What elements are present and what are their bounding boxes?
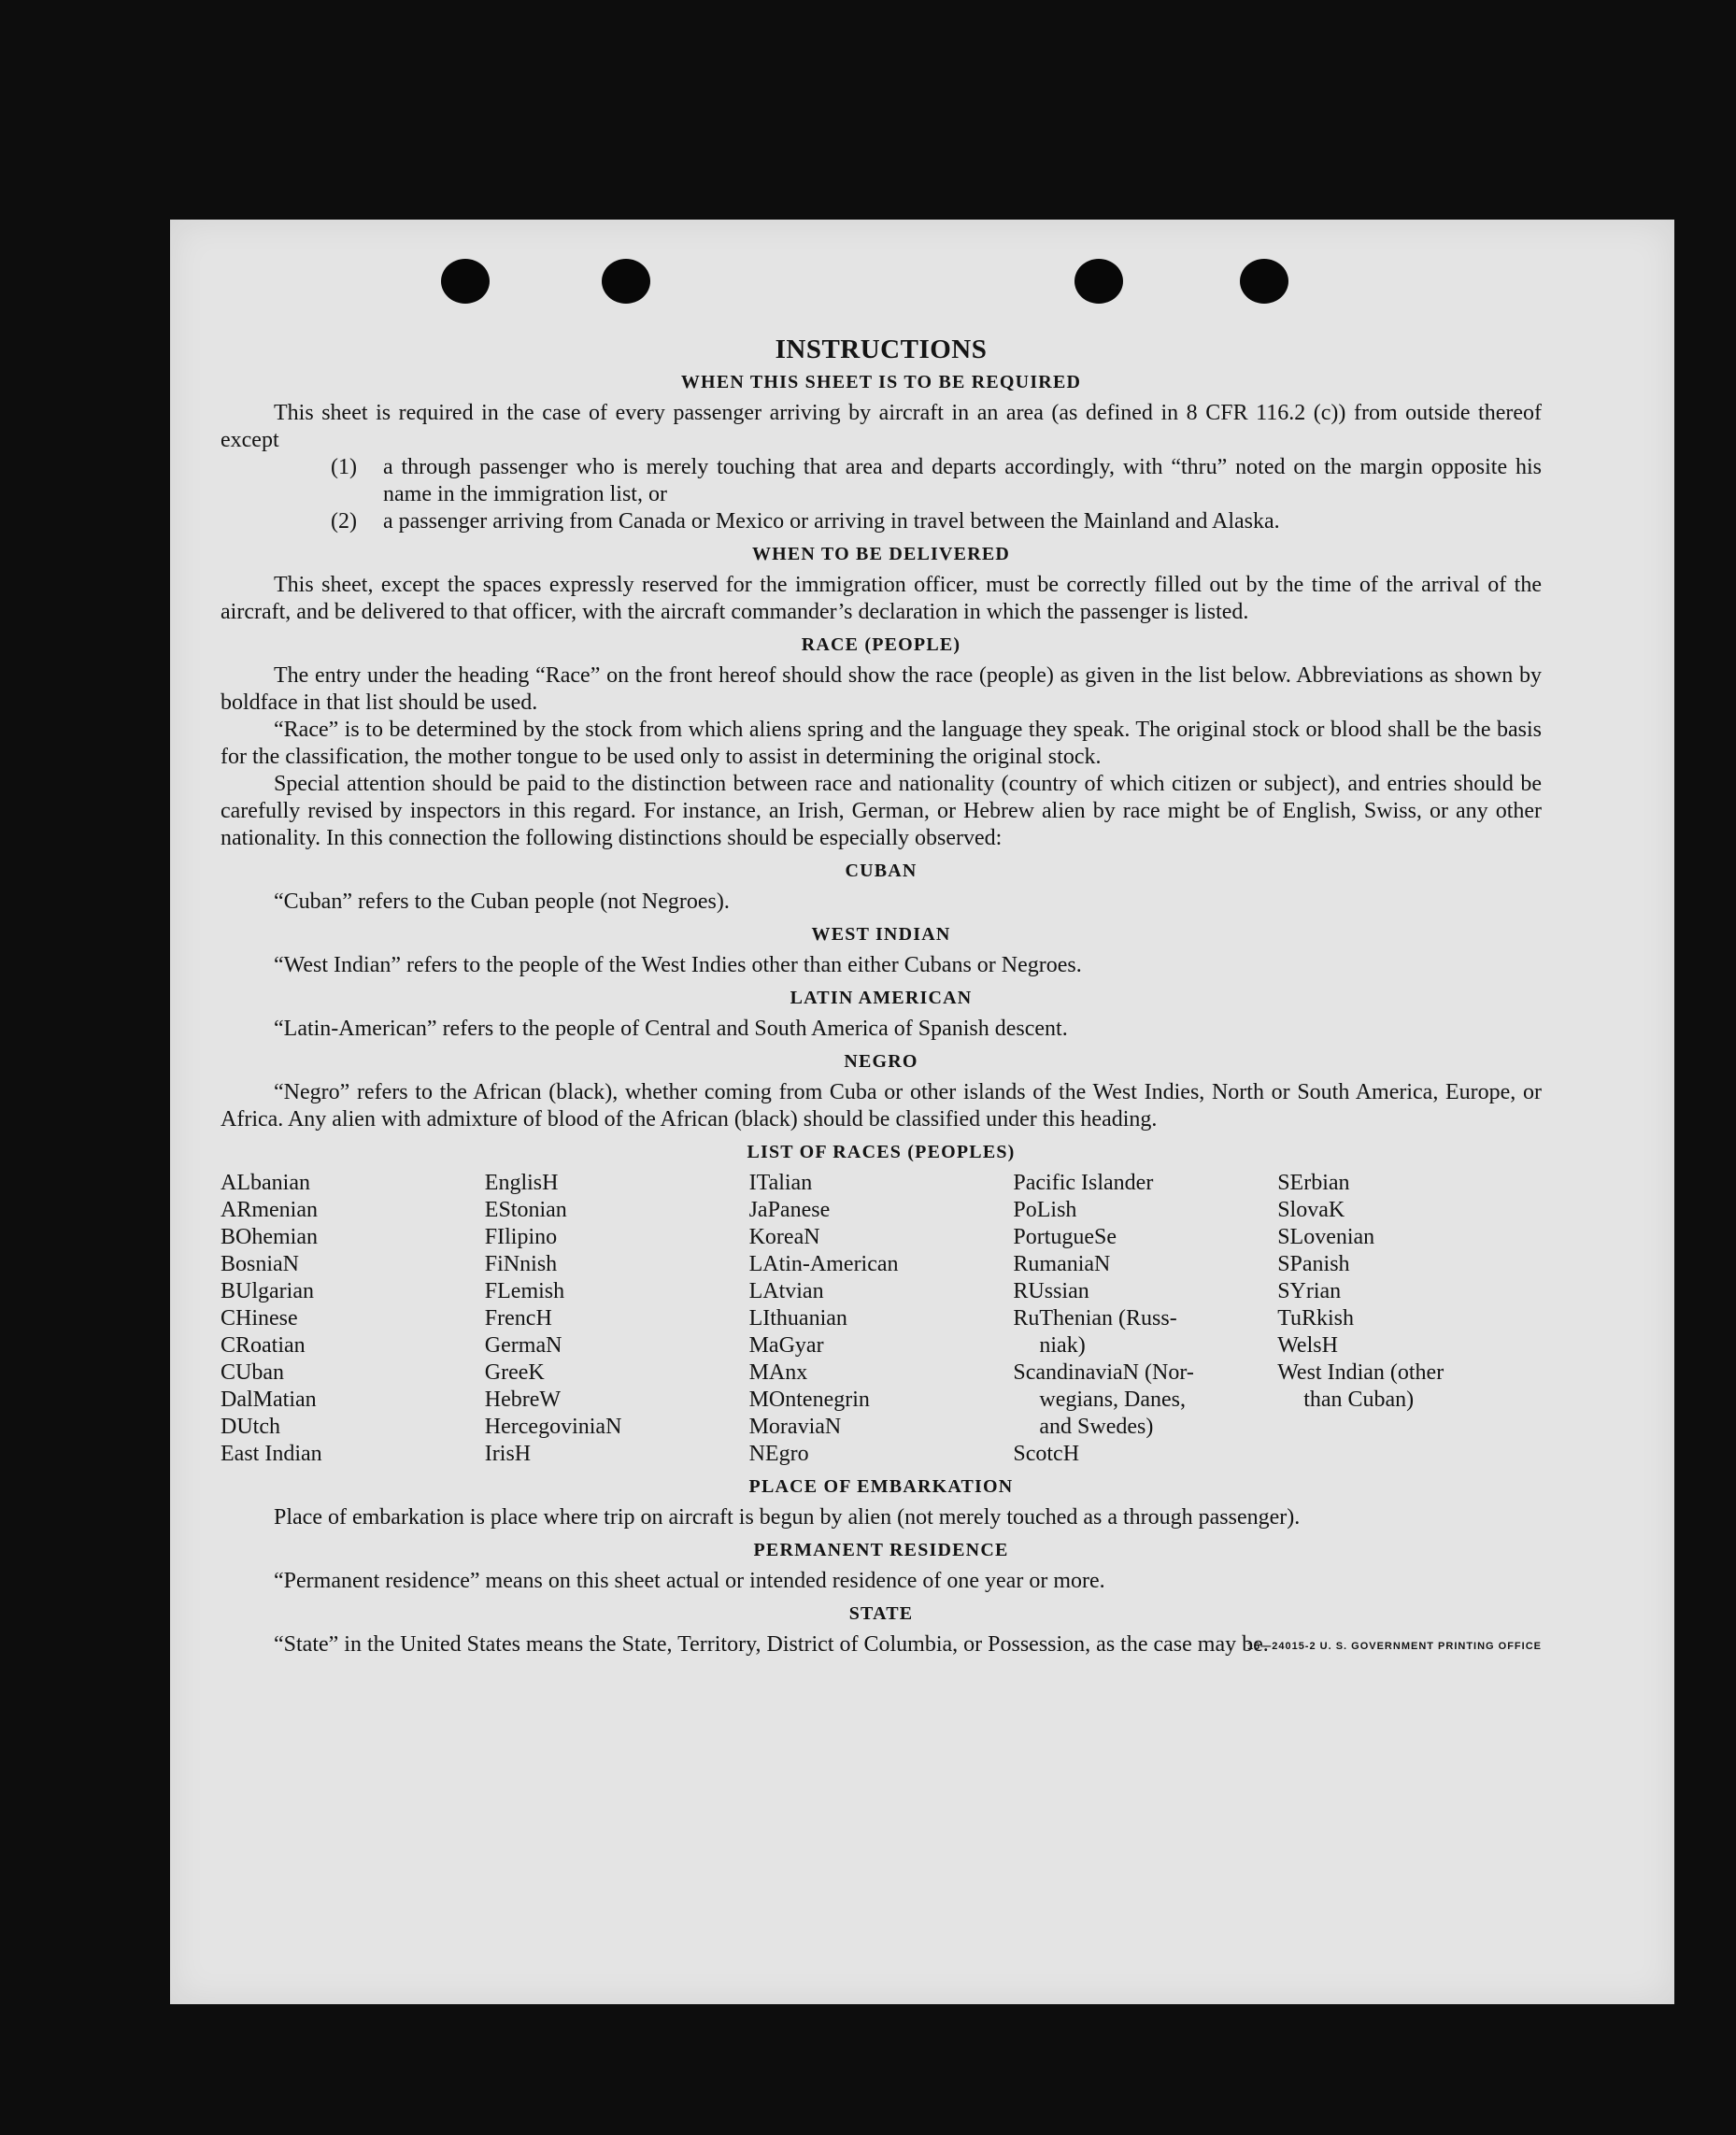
race-entry: MoraviaN <box>748 1415 842 1439</box>
paragraph: Place of embarkation is place where trip on aircraft is begun by alien (not merely touched as a through passenger). <box>274 1505 1301 1530</box>
section-heading: WHEN THIS SHEET IS TO BE REQUIRED <box>680 372 1082 392</box>
race-entry: MaGyar <box>748 1333 824 1358</box>
race-entry: LAtvian <box>748 1279 824 1303</box>
item-text: a through passenger who is merely touching that area and departs accordingly, with “thru” noted on the margin opposite his name in the immigration list, or <box>383 455 1542 506</box>
section-heading: PERMANENT RESIDENCE <box>753 1540 1009 1560</box>
race-entry: CHinese <box>221 1306 298 1331</box>
punch-hole <box>1240 259 1288 304</box>
race-entry: PortugueSe <box>1013 1225 1117 1249</box>
race-entry: FLemish <box>484 1279 565 1303</box>
race-entry: IrisH <box>484 1442 532 1466</box>
section-heading: STATE <box>848 1603 914 1624</box>
race-entry: FiNnish <box>484 1252 558 1276</box>
races-column <box>1013 1170 1277 1468</box>
item-text: a passenger arriving from Canada or Mexico or arriving in travel between the Mainland and Alaska. <box>383 509 1280 534</box>
section-heading: PLACE OF EMBARKATION <box>748 1476 1014 1497</box>
race-entry: ScotcH <box>1013 1442 1080 1466</box>
race-entry: Pacific Islander <box>1013 1171 1154 1195</box>
section-heading: LIST OF RACES (PEOPLES) <box>747 1142 1016 1162</box>
section-heading: NEGRO <box>844 1051 918 1072</box>
race-entry: BosniaN <box>221 1252 299 1276</box>
race-entry: CUban <box>221 1360 284 1385</box>
race-entry: SErbian <box>1277 1171 1350 1195</box>
race-entry: HercegoviniaN <box>484 1415 622 1439</box>
race-entry: EnglisH <box>484 1171 559 1195</box>
race-entry: DalMatian <box>221 1388 317 1412</box>
race-entry: FIlipino <box>484 1225 558 1249</box>
punch-hole <box>441 259 490 304</box>
race-entry: LAtin-American <box>748 1252 899 1276</box>
race-entry: ITalian <box>748 1171 813 1195</box>
section-heading: WEST INDIAN <box>811 924 951 945</box>
race-entry: niak) <box>1039 1333 1086 1358</box>
race-entry: RumaniaN <box>1013 1252 1111 1276</box>
paragraph: “West Indian” refers to the people of the West Indies other than either Cubans or Negroes. <box>274 953 1082 977</box>
section-heading: RACE (PEOPLE) <box>801 634 961 655</box>
race-entry: SYrian <box>1277 1279 1342 1303</box>
printing-office-code: 16—24015-2 U. S. GOVERNMENT PRINTING OFFICE <box>1246 1641 1542 1652</box>
instructions-content <box>221 336 1542 1658</box>
race-entry: EStonian <box>484 1198 567 1222</box>
race-entry: wegians, Danes, <box>1039 1388 1187 1412</box>
race-entry: West Indian (other <box>1277 1360 1444 1385</box>
race-entry: ALbanian <box>221 1171 310 1195</box>
paragraph: “Cuban” refers to the Cuban people (not Negroes). <box>274 890 730 914</box>
race-entry: PoLish <box>1013 1198 1077 1222</box>
state-block <box>221 1631 1542 1658</box>
race-entry: MAnx <box>748 1360 808 1385</box>
race-entry: SPanish <box>1277 1252 1350 1276</box>
race-entry: FrencH <box>484 1306 552 1331</box>
race-entry: SlovaK <box>1277 1198 1345 1222</box>
race-entry: BUlgarian <box>221 1279 314 1303</box>
section-heading: WHEN TO BE DELIVERED <box>751 544 1011 564</box>
race-entry: KoreaN <box>748 1225 820 1249</box>
race-entry: LIthuanian <box>748 1306 847 1331</box>
section-heading: LATIN AMERICAN <box>790 988 973 1008</box>
race-entry: TuRkish <box>1277 1306 1355 1331</box>
race-entry: GermaN <box>484 1333 562 1358</box>
race-entry: JaPanese <box>748 1198 831 1222</box>
race-entry: RUssian <box>1013 1279 1089 1303</box>
races-list <box>221 1170 1542 1468</box>
races-column <box>1277 1170 1542 1468</box>
paragraph: “Negro” refers to the African (black), whether coming from Cuba or other islands of the West Indies, North or South America, Europe, or Africa. Any alien with admixture of blood of the African (black) should be classified under this heading. <box>221 1080 1542 1132</box>
race-entry: DUtch <box>221 1415 280 1439</box>
paragraph: “Permanent residence” means on this sheet actual or intended residence of one year or more. <box>274 1569 1105 1593</box>
race-entry: WelsH <box>1277 1333 1338 1358</box>
race-entry: NEgro <box>748 1442 809 1466</box>
race-entry: and Swedes) <box>1039 1415 1154 1439</box>
item-number: (2) <box>331 509 357 534</box>
item-number: (1) <box>331 455 357 479</box>
race-entry: ARmenian <box>221 1198 318 1222</box>
race-entry: than Cuban) <box>1303 1388 1415 1412</box>
race-entry: GreeK <box>484 1360 545 1385</box>
paragraph: Special attention should be paid to the distinction between race and nationality (country of which citizen or subject), and entries should be carefully revised by inspectors in this regard. For instance, an Irish, German, or Hebrew alien by race might be of English, Swiss, or any other nationality. In this connection the following distinctions should be especially observed: <box>221 772 1542 850</box>
paragraph: This sheet is required in the case of every passenger arriving by aircraft in an area (as defined in 8 CFR 116.2 (c)) from outside thereof except <box>221 401 1542 452</box>
list-item <box>331 508 1542 535</box>
section-heading: CUBAN <box>845 861 918 881</box>
race-entry: MOntenegrin <box>748 1388 870 1412</box>
page-title: INSTRUCTIONS <box>775 334 988 364</box>
punch-hole <box>1074 259 1123 304</box>
race-entry: SLovenian <box>1277 1225 1375 1249</box>
races-column <box>485 1170 749 1468</box>
race-entry: East Indian <box>221 1442 322 1466</box>
paragraph: “Race” is to be determined by the stock from which aliens spring and the language they speak. The original stock or blood shall be the basis for the classification, the mother tongue to be used only to assist in determining the original stock. <box>221 718 1542 769</box>
paragraph: “State” in the United States means the State, Territory, District of Columbia, or Possession, as the case may be. <box>274 1632 1269 1657</box>
list-item <box>331 454 1542 508</box>
punch-hole <box>602 259 650 304</box>
paragraph: This sheet, except the spaces expressly reserved for the immigration officer, must be correctly filled out by the time of the arrival of the aircraft, and be delivered to that officer, with the aircraft commander’s declaration in which the passenger is listed. <box>221 573 1542 624</box>
paragraph: The entry under the heading “Race” on the front hereof should show the race (people) as given in the list below. Abbreviations as shown by boldface in that list should be used. <box>221 663 1542 715</box>
races-column <box>749 1170 1014 1468</box>
race-entry: BOhemian <box>221 1225 318 1249</box>
race-entry: RuThenian (Russ- <box>1013 1306 1177 1331</box>
race-entry: CRoatian <box>221 1333 306 1358</box>
race-entry: HebreW <box>484 1388 562 1412</box>
race-entry: ScandinaviaN (Nor- <box>1013 1360 1194 1385</box>
races-column <box>221 1170 485 1468</box>
paragraph: “Latin-American” refers to the people of Central and South America of Spanish descent. <box>274 1017 1068 1041</box>
